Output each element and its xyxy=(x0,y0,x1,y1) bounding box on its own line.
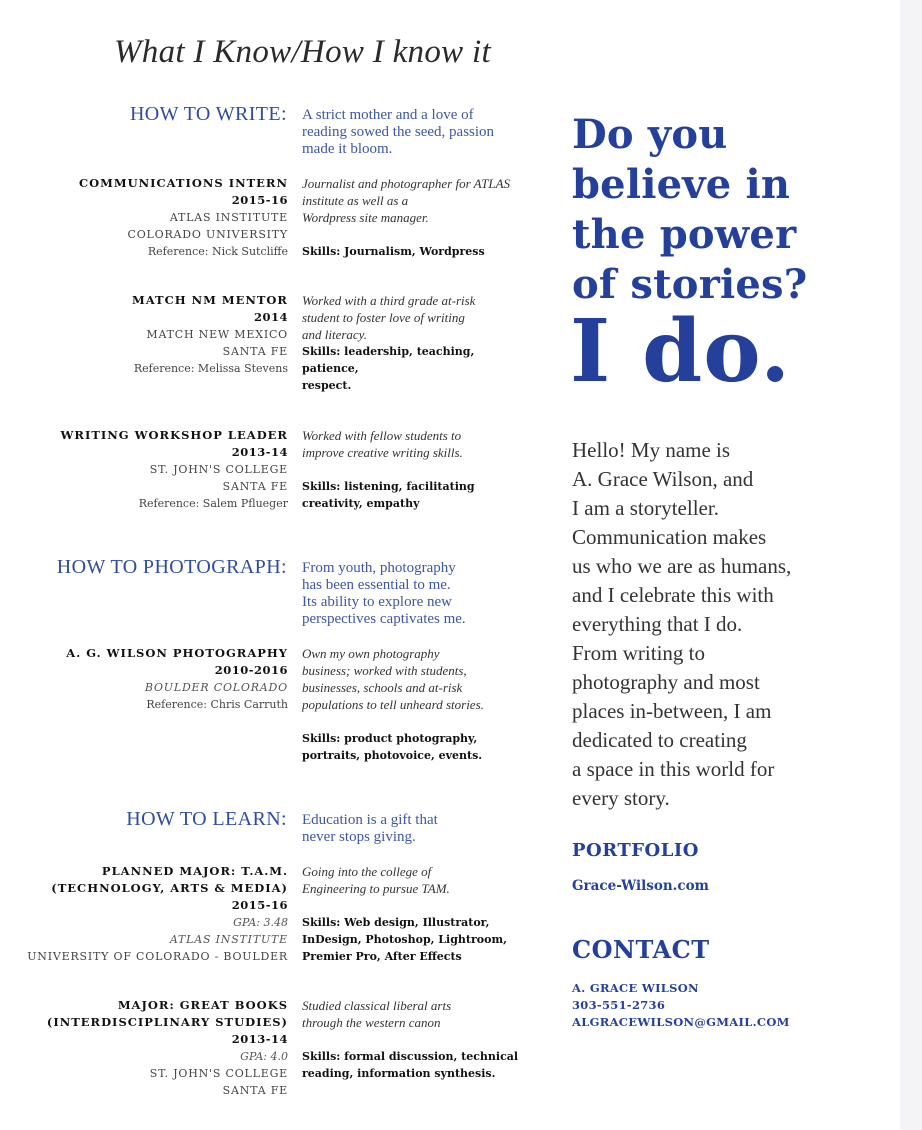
section-heading-write: HOW TO WRITE: xyxy=(129,103,287,125)
entry-writing-workshop-meta: WRITING WORKSHOP LEADER 2013-14 ST. JOHN'S COLLEGE SANTA FE Reference: Salem Pflueger xyxy=(60,428,288,510)
entry-photography-business-meta: A. G. WILSON PHOTOGRAPHY 2010-2016 BOULDER COLORADO Reference: Chris Carruth xyxy=(66,646,288,711)
section-blurb-write: A strict mother and a love of reading sowed the seed, passion made it bloom. xyxy=(302,107,495,157)
contact-email[interactable]: ALGRACEWILSON@GMAIL.COM xyxy=(572,1015,790,1029)
contact-heading: CONTACT xyxy=(572,935,710,964)
contact-name: A. GRACE WILSON xyxy=(572,981,699,995)
section-blurb-photograph: From youth, photography has been essential to me. Its ability to explore new perspectives captivates me. xyxy=(302,560,466,627)
headline-answer: I do. xyxy=(570,301,792,402)
section-blurb-learn: Education is a gift that never stops giving. xyxy=(302,812,438,845)
entry-photography-business-details: Own my own photography business; worked with students, businesses, schools and at-risk populations to tell unheard stories. Skills: product photography, portraits, photovoice, events. xyxy=(302,646,484,762)
entry-communications-intern-details: Journalist and photographer for ATLAS institute as well as a Wordpress site manager. Skills: Journalism, Wordpress xyxy=(302,176,511,258)
portfolio-link[interactable]: Grace-Wilson.com xyxy=(572,878,709,894)
page-edge xyxy=(900,0,922,1130)
portfolio-heading: PORTFOLIO xyxy=(572,840,699,861)
headline-question: Do you believe in the power of stories? xyxy=(572,111,808,308)
entry-tam-major-details: Going into the college of Engineering to pursue TAM. Skills: Web design, Illustrator, InDesign, Photoshop, Lightroom, Premier Pro, After Effects xyxy=(302,864,507,963)
entry-communications-intern-meta: COMMUNICATIONS INTERN 2015-16 ATLAS INSTITUTE COLORADO UNIVERSITY Reference: Nick Sutcliffe xyxy=(78,176,288,258)
entry-writing-workshop-details: Worked with fellow students to improve creative writing skills. Skills: listening, facilitating creativity, empathy xyxy=(302,428,475,510)
section-heading-photograph: HOW TO PHOTOGRAPH: xyxy=(56,556,287,578)
entry-great-books-details: Studied classical liberal arts through the western canon Skills: formal discussion, technical reading, information synthesis. xyxy=(302,998,519,1080)
section-heading-learn: HOW TO LEARN: xyxy=(126,808,287,830)
contact-phone[interactable]: 303-551-2736 xyxy=(572,998,666,1012)
entry-great-books-meta: MAJOR: GREAT BOOKS (INTERDISCIPLINARY STUDIES) 2013-14 GPA: 4.0 ST. JOHN'S COLLEGE SANTA FE xyxy=(46,998,288,1097)
page-title: What I Know/How I know it xyxy=(114,34,491,70)
entry-tam-major-meta: PLANNED MAJOR: T.A.M. (TECHNOLOGY, ARTS & MEDIA) 2015-16 GPA: 3.48 ATLAS INSTITUTE UNIVERSITY OF COLORADO - BOULDER xyxy=(27,864,288,963)
intro-paragraph: Hello! My name is A. Grace Wilson, and I am a storyteller. Communication makes us who we are as humans, and I celebrate this with everything that I do. From writing to photography and most places in-between, I am dedicated to creating a space in this world for every story. xyxy=(572,438,792,810)
entry-match-mentor-details: Worked with a third grade at-risk student to foster love of writing and literacy. Skills: leadership, teaching, patience, respect. xyxy=(302,293,476,392)
entry-match-mentor-meta: MATCH NM MENTOR 2014 MATCH NEW MEXICO SANTA FE Reference: Melissa Stevens xyxy=(132,293,288,375)
contact-details xyxy=(572,980,790,1031)
